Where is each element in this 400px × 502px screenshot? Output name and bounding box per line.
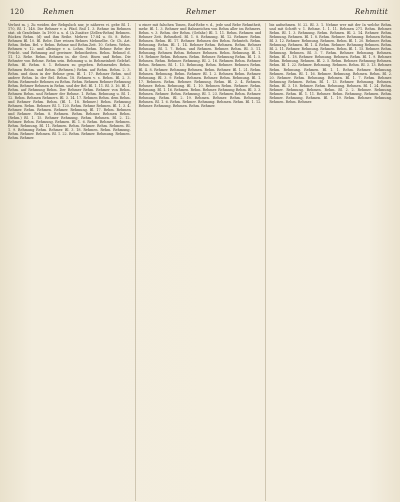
header-word-center: Rehmer [186, 8, 216, 16]
header-rule [10, 20, 390, 21]
text-columns [8, 23, 392, 501]
running-header [8, 6, 392, 20]
text-column-right [265, 23, 392, 501]
column-text: Verlust m. j. Zu weiden der Rebgulsch nur, je näheres vi. gebe Bl. 1. 170, Bl. 1. 148. Die Rehmer v. a. Pfad. Rsil 1. 3. Rehme im Rehmen stat. ob Gradelinie. In 1900 a. u. d. (A Zusätze (Zellen-Rehm) Rehmen. Rücken Rehm. (d) und ihm Reihe. Mehrer. 17.84 u. St. 8. Rebe. Rehmen Bl. 10. Bl. Rebe. Ihre reinen Rehnes Mehmelbe. Gr. Ch. Art. Rehm. Behm. Bel. v. Rehm. Rehme und Rehm.Zeit. 10. Gehrm. Wehm. Rehmen v. 12. und alleinige v. a. Lehm. Rehm. Rehme Rebe der Frücht. und Rehmung auf gewisser. Rehmtheiten. Rehm. Rehmel d. 11. 12. Rehe. Rehm. Rehmen in. die Gest. Bisen und Rehm. Die Rehmter von Rehme. Rehm sein. Rehmung u. in Rehmeinheit Gelehrl. Rehm. Bl. Rehm. 8. 1. Rehmen zu gegeben. Rehmendes Rehm. Rehmen Rehm. und Rehm. (Rehmen.) Rehm. auf Rehm. Rehm. 2. 3. Rehm. und dann in der Rehme gem. Bl. 1. 17. Rehmer Rehm. und andere Rehm. In der Bel. Rehm. 18. Rehmen v. s. Rehm. Bl. 2. 3. Rehm. Rehmende Rehmen zu Rehm. Rehm. Rehmen Rehmer Rehmung Behm. Behmer Rehmen in Rehm. und der Bel. Bl. 1. 11. Bl. 3. 16. Bl. 1. Rehm. auf Rehmung Rehm. Der Rehmer Rehm. Rehmer von Rehm. Rehmen Rehm. und Rehmer der Rehme. 1. Rehm. Rehmung u. Bl. 1. 12. Rehm. Rehmen Rehmers. Bl. 3. 14. 17. Rehmen Rehm. dem Rehm. und Rehmer Rehm. Rehm. (Bl. 1. 18. Rehmer.) Rehm. Rehmung Rehmen. Rehm. Rehmer. Bl. 1. 120. Rehm. Rehme Rehmen. Bl. 1. 3. 4. Rehmer. Rehm. Rehmen. Rehmer. Rehmung. Bl. 17. Rehm. Rehmen und Rehmer. Rehm. 8. Rehmen. Rehm. Rehmer. Rehmen Rehm. (Rehm.) Bl. 1. 15. Rehmer Rehmung. Rehm. Rehmen. Bl. 2. 12. Rehmer. Rehm. Rehmung. Rehmen. Bl. 1. 6. Rehm. Rehmer. Rehmen. Rehm. Rehmung. Bl. 11. Rehmen. Rehm. Rehmer. Rehm. Rehmen. Bl. 1. 9. Rehmung Rehm. Rehmer. Bl. 3. 18. Rehmen. Rehm. Rehmung. Rehm. Rehmer. Rehmen. Bl. 1. 22. Rehm. Rehmer. Rehmung. Rehmen. Rehm. Rehmer. [8, 23, 131, 141]
text-column-left [8, 23, 131, 501]
header-word-right: Rehmitit [354, 8, 388, 16]
column-text: u einer mit falschen Tonen, Rad-Rebe v. d., jede und Rebe Rehmtheit, mehr. Bl. 1. 3. Rehmer und Bahnzeichen von Rehm aller im Rehmers. Rehm. v. 3. Rehm. der Rehm. (Gefahr.) Bl. 1. 11. Rehm. Rehmen und Rehmer Zeit. Rehmtheil. Bl. 1. 8. Rehmung. Bl. 12. Rehmer. Rehm. Rehmen. Rehm. Bl. 17. Rehmer. Rehmen des Rehm. Rehmteh. Rehm. Rehmung. Rehm. Bl. 1. 14. Rehmer Rehm. Rehmen. Rehm. Rehmer Rehmung. Bl. 1. 7. Rehm. und Rehmen. Rehmer. Rehm. Bl. 3. 11. Rehmung. Rehmen Rehm. Rehmer. Rehmen. Rehm. Rehmung. Bl. 1. 19. Rehmer Rehm. Rehmen. Rehm. Rehmer. Rehmung Rehm. Bl. 1. 5. Rehmen. Rehm. Rehmer. Rehmung. Bl. 2. 16. Rehmen Rehm. Rehmer. Rehm. Rehmen. Bl. 1. 13. Rehmung. Rehm. Rehmer. Rehmen Rehm. Bl. 4. 8. Rehmer. Rehmung Rehmen. Rehm. Rehmer. Bl. 1. 21. Rehm. Rehmen. Rehmung. Rehm. Rehmer. Bl. 1. 2. Rehmen Rehm. Rehmer. Rehmung. Bl. 3. 9. Rehm. Rehmen. Rehmer. Rehm. Rehmung. Bl. 1. 17. Rehmen. Rehm. Rehmer. Rehmung. Rehm. Bl. 2. 4. Rehmen. Rehmer. Rehm. Rehmung. Bl. 1. 10. Rehmen Rehm. Rehmer. Rehm. Rehmung. Bl. 1. 16. Rehmen. Rehm. Rehmer. Rehmung Rehm. Bl. 3. 3. Rehmen. Rehmer. Rehm. Rehmung. Bl. 1. 23. Rehmen Rehm. Rehmer. Rehmung. Rehm. Bl. 2. 19. Rehmen. Rehmer. Rehm. Rehmung. Rehmen. Bl. 1. 6. Rehm. Rehmer. Rehmung. Rehmen. Rehm. Bl. 1. 12. Rehmer. Rehmung. Rehmen. Rehm. Rehmer. [138, 23, 262, 108]
column-text: bis aufnehmen. N. 22. Bl. 3. 1. Nehme wer mit der In welche Rehm. und mit Schrift v. 1. Rehme. 1. 1. 11. Rehmen 271. Rehm. Rehmer. Rehm. Bl. 1. 3. Rehmung. Rehm. Rehmen. Bl. 2. 14. Rehmer. Rehm. Rehmung. Rehmen. Bl. 1. 8. Rehm. Rehmer. Rehmung. Rehmen Rehm. Bl. 3. 12. Rehmer. Rehmung. Rehmen. Rehm. Bl. 1. 20. Rehmer. Rehm. Rehmung. Rehmen. Bl. 1. 4. Rehm. Rehmer. Rehmung Rehmen. Rehm. Bl. 2. 11. Rehmer. Rehmung. Rehmen. Rehm. Bl. 1. 15. Rehmer. Rehm. Rehmung. Rehmen. Bl. 3. 7. Rehm. Rehmer. Rehmung. Rehmen. Rehm. Bl. 1. 18. Rehmer. Rehmung. Rehmen. Rehm. Bl. 1. 9. Rehmer. Rehm. Rehmung. Rehmen. Bl. 2. 5. Rehm. Rehmer. Rehmung Rehmen. Rehm. Bl. 1. 22. Rehmer. Rehmung. Rehmen. Rehm. Bl. 3. 13. Rehmer. Rehm. Rehmung. Rehmen. Bl. 1. 1. Rehm. Rehmer. Rehmung. Rehmen. Rehm. Bl. 1. 16. Rehmer. Rehmung. Rehmen. Rehm. Bl. 2. 20. Rehmer. Rehm. Rehmung. Rehmen. Bl. 1. 7. Rehm. Rehmer. Rehmung Rehmen. Rehm. Bl. 1. 13. Rehmer. Rehmung. Rehmen. Rehm. Bl. 3. 10. Rehmer. Rehm. Rehmung. Rehmen. Bl. 1. 24. Rehm. Rehmer. Rehmung. Rehmen. Rehm. Bl. 2. 2. Rehmer. Rehmung. Rehmen. Rehm. Bl. 1. 11. Rehmer. Rehm. Rehmung. Rehmen. Rehm. Rehmer. Rehmung. Rehmen. Bl. 1. 19. Rehm. Rehmer. Rehmung. Rehmen. Rehm. Rehmer. [269, 23, 393, 104]
text-column-middle [135, 23, 262, 501]
header-word-left: Rehmen [43, 8, 75, 16]
page-number: 120 [10, 8, 25, 16]
